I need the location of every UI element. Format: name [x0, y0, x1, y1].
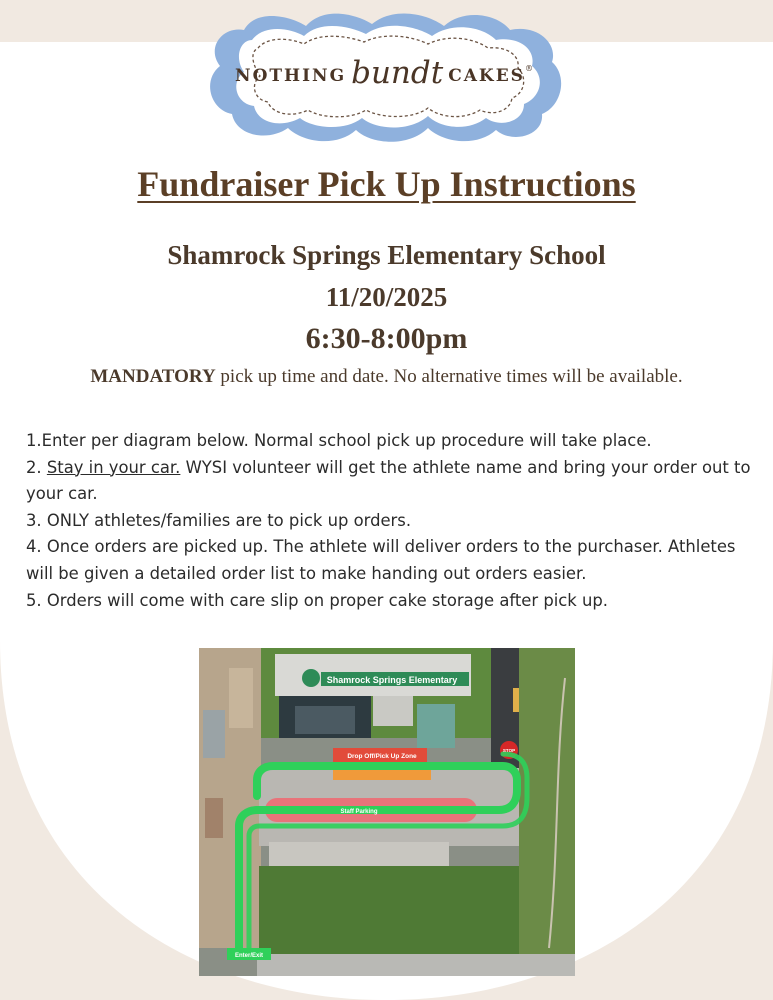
event-time: 6:30-8:00pm — [305, 322, 468, 355]
map-stop-sign: STOP — [502, 748, 516, 753]
school-name: Shamrock Springs Elementary School — [167, 240, 606, 270]
instruction-item-5: 5. Orders will come with care slip on proper cake storage after pick up. — [26, 590, 608, 610]
map-staff-label: Staff Parking — [340, 809, 378, 815]
instruction-item-1: 1.Enter per diagram below. Normal school pick up procedure will take place. — [26, 431, 652, 450]
page-title: Fundraiser Pick Up Instructions — [137, 164, 636, 204]
instruction-item-4: 4. Once orders are picked up. The athlete will deliver orders to the purchaser. Athletes will be given a detailed order list to make handing out orders easier. — [26, 537, 736, 583]
mandatory-rest: pick up time and date. No alternative times will be available. — [215, 366, 683, 387]
logo-word-cakes: CAKES — [448, 66, 525, 86]
instruction-item-2-rest: WYSI volunteer will get the athlete name and bring your order out to your car. — [26, 457, 751, 504]
map-dropoff-label: Drop Off/Pick Up Zone — [347, 753, 417, 760]
instruction-item-2 — [26, 455, 766, 508]
event-date: 11/20/2025 — [325, 282, 448, 312]
nothing-bundt-cakes-logo — [206, 10, 562, 142]
map-school-label: Shamrock Springs Elementary — [326, 675, 458, 685]
mandatory-emphasis: MANDATORY — [90, 366, 216, 387]
instruction-item-3: 3. ONLY athletes/families are to pick up orders. — [26, 510, 412, 530]
instruction-item-2-prefix: 2. — [26, 457, 47, 477]
instruction-list — [26, 428, 766, 614]
pickup-route-map — [199, 648, 575, 976]
registered-mark: ® — [524, 63, 533, 73]
logo-word-nothing: NOTHING — [235, 66, 347, 86]
mandatory-notice — [0, 366, 773, 388]
map-enter-exit-label: Enter/Exit — [234, 953, 264, 959]
stay-in-car-emphasis: Stay in your car. — [46, 457, 181, 477]
logo-word-bundt: bundt — [351, 55, 444, 91]
